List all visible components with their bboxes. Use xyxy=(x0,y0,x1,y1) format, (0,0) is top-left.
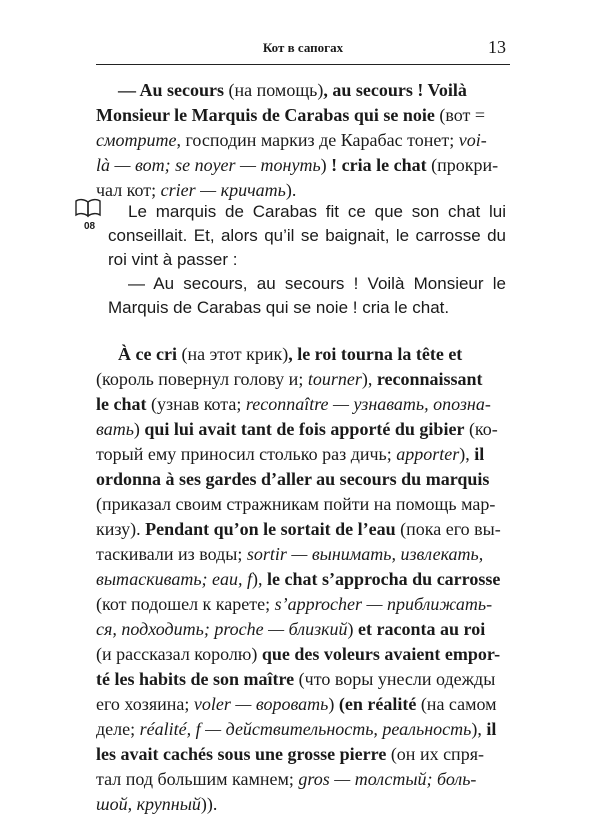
line: — Au secours (на помощь), au secours ! Voilà xyxy=(118,80,467,100)
annotated-paragraph-1 xyxy=(96,78,506,203)
line: ся, подходить; proche — близкий) et raconta au roi xyxy=(96,619,486,639)
line: его хозяина; voler — воровать) (en réalité (на самом xyxy=(96,694,497,714)
line: les avait cachés sous une grosse pierre (он их спря- xyxy=(96,744,484,764)
line: té les habits de son maître (что воры унесли одежды xyxy=(96,669,496,689)
line: вать) qui lui avait tant de fois apporté du gibier (ко- xyxy=(96,419,498,439)
line: шой, крупный)). xyxy=(96,794,218,814)
annotated-paragraph-2 xyxy=(96,342,506,817)
line: (и рассказал королю) que des voleurs avaient empor- xyxy=(96,644,501,664)
line: чал кот; crier — кричать). xyxy=(96,180,297,200)
running-header xyxy=(96,37,510,65)
plain-paragraph-2: — Au secours, au secours ! Voilà Monsieur le Marquis de Carabas qui se noie ! cria le chat. xyxy=(108,274,506,317)
line: (король повернул голову и; tourner), reconnaissant xyxy=(96,369,483,389)
track-number: 08 xyxy=(84,221,96,232)
running-title: Кот в сапогах xyxy=(262,40,344,55)
line: деле; réalité, f — действительность, реальность), il xyxy=(96,719,497,739)
line: кизу). Pendant qu’on le sortait de l’eau (пока его вы- xyxy=(96,519,501,539)
line: ordonna à ses gardes d’aller au secours du marquis xyxy=(96,469,490,489)
line: вытаскивать; eau, f), le chat s’approcha du carrosse xyxy=(96,569,501,589)
book-icon xyxy=(74,198,102,218)
line: торый ему приносил столько раз дичь; apporter), il xyxy=(96,444,485,464)
line: Monsieur le Marquis de Carabas qui se noie (вот = xyxy=(96,105,486,125)
page-number: 13 xyxy=(488,37,506,57)
line: таскивали из воды; sortir — вынимать, извлекать, xyxy=(96,544,484,564)
line: смотрите, господин маркиз де Карабас тонет; voi- xyxy=(96,130,487,150)
plain-paragraph-1: Le marquis de Carabas fit ce que son chat lui conseillait. Et, alors qu’il se baignait, le carrosse du roi vint à passer : xyxy=(108,202,506,269)
line: тал под большим камнем; gros — толстый; боль- xyxy=(96,769,477,789)
line: (приказал своим стражникам пойти на помощь мар- xyxy=(96,494,496,514)
line: là — вот; se noyer — тонуть) ! cria le chat (прокри- xyxy=(96,155,499,175)
plain-french-text xyxy=(108,200,506,320)
line: À ce cri (на этот крик), le roi tourna la tête et xyxy=(118,344,463,364)
line: (кот подошел к карете; s’approcher — приближать- xyxy=(96,594,493,614)
line: le chat (узнав кота; reconnaître — узнавать, опозна- xyxy=(96,394,491,414)
